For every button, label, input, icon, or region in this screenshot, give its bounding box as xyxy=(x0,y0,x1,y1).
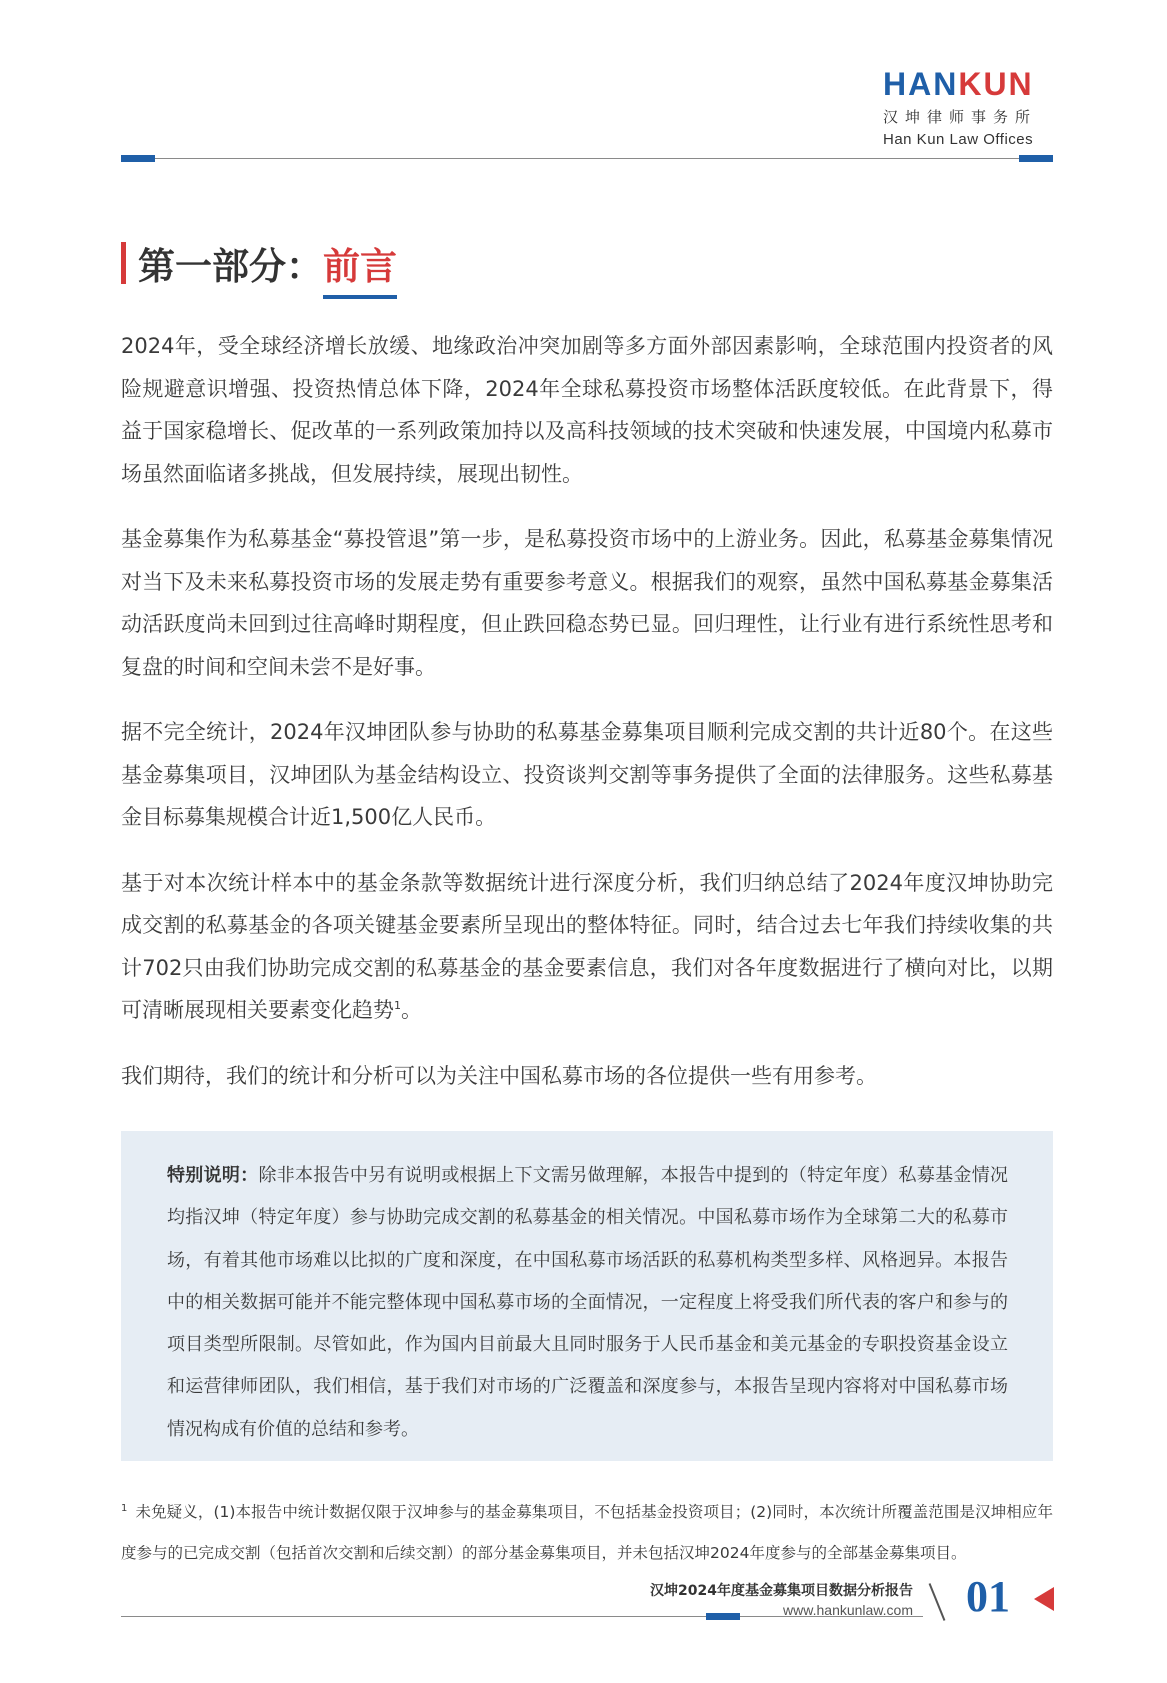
logo xyxy=(883,66,1053,148)
logo-han: HAN xyxy=(883,66,959,102)
footnote xyxy=(121,1492,1053,1574)
paragraph-4-text: 基于对本次统计样本中的基金条款等数据统计进行深度分析，我们归纳总结了2024年度汉坤协助完成交割的私募基金的各项关键基金要素所呈现出的整体特征。同时，结合过去七年我们持续收集的共计702只由我们协助完成交割的私募基金的基金要素信息，我们对各年度数据进行了横向对比，以期可清晰展现相关要素变化趋势 xyxy=(121,870,1053,1022)
footnote-mark: 1 xyxy=(121,1502,128,1514)
paragraph-1: 2024年，受全球经济增长放缓、地缘政治冲突加剧等多方面外部因素影响，全球范围内投资者的风险规避意识增强、投资热情总体下降，2024年全球私募投资市场整体活跃度较低。在此背景下，得益于国家稳增长、促改革的一系列政策加持以及高科技领域的技术突破和快速发展，中国境内私募市场虽然面临诸多挑战，但发展持续，展现出韧性。 xyxy=(121,334,1053,486)
section-heading-marker xyxy=(121,242,126,284)
footer-website-link[interactable]: www.hankunlaw.com xyxy=(783,1602,913,1618)
paragraph-2: 基金募集作为私募基金“募投管退”第一步，是私募投资市场中的上游业务。因此，私募基金募集情况对当下及未来私募投资市场的发展走势有重要参考意义。根据我们的观察，虽然中国私募基金募集活动活跃度尚未回到过往高峰时期程度，但止跌回稳态势已显。回归理性，让行业有进行系统性思考和复盘的时间和空间未尝不是好事。 xyxy=(121,527,1053,679)
special-note-box xyxy=(121,1131,1053,1461)
page-arrow-icon xyxy=(1034,1587,1054,1611)
page-number: 01 xyxy=(966,1572,1010,1621)
paragraph-4 xyxy=(121,862,1053,1032)
logo-english-name: Han Kun Law Offices xyxy=(883,131,1034,148)
paragraph-5: 我们期待，我们的统计和分析可以为关注中国私募市场的各位提供一些有用参考。 xyxy=(121,1063,877,1088)
section-heading xyxy=(121,240,397,286)
footer-separator xyxy=(929,1583,946,1621)
paragraph-4-end: 。 xyxy=(401,998,422,1022)
header-divider-accent-right xyxy=(1019,155,1053,162)
section-heading-prefix: 第一部分： xyxy=(138,245,323,288)
footnote-text: 未免疑义，(1)本报告中统计数据仅限于汉坤参与的基金募集项目，不包括基金投资项目；(2)同时，本次统计所覆盖范围是汉坤相应年度参与的已完成交割（包括首次交割和后续交割）的部分基金募集项目，并未包括汉坤2024年度参与的全部基金募集项目。 xyxy=(121,1503,1053,1562)
header-divider xyxy=(121,158,1053,159)
footer-report-title: 汉坤2024年度基金募集项目数据分析报告 xyxy=(650,1583,913,1599)
special-note-label: 特别说明： xyxy=(167,1165,259,1186)
paragraph-3: 据不完全统计，2024年汉坤团队参与协助的私募基金募集项目顺利完成交割的共计近80个。在这些基金募集项目，汉坤团队为基金结构设立、投资谈判交割等事务提供了全面的法律服务。这些私募基金目标募集规模合计近1,500亿人民币。 xyxy=(121,720,1053,829)
logo-wordmark xyxy=(883,66,1053,102)
special-note-text xyxy=(167,1155,1008,1451)
intro-body xyxy=(121,325,1053,1120)
header-divider-accent-left xyxy=(121,155,155,162)
special-note-body: 除非本报告中另有说明或根据上下文需另做理解，本报告中提到的（特定年度）私募基金情况均指汉坤（特定年度）参与协助完成交割的私募基金的相关情况。中国私募市场作为全球第二大的私募市场，有着其他市场难以比拟的广度和深度，在中国私募市场活跃的私募机构类型多样、风格迥异。本报告中的相关数据可能并不能完整体现中国私募市场的全面情况，一定程度上将受我们所代表的客户和参与的项目类型所限制。尽管如此，作为国内目前最大且同时服务于人民币基金和美元基金的专职投资基金设立和运营律师团队，我们相信，基于我们对市场的广泛覆盖和深度参与，本报告呈现内容将对中国私募市场情况构成有价值的总结和参考。 xyxy=(167,1165,1009,1440)
section-heading-title: 前言 xyxy=(323,236,397,290)
footer-divider-accent xyxy=(706,1613,740,1620)
footnote-reference[interactable]: 1 xyxy=(394,999,401,1012)
logo-kun: KUN xyxy=(958,66,1034,102)
logo-chinese-name: 汉坤律师事务所 xyxy=(883,108,1038,126)
